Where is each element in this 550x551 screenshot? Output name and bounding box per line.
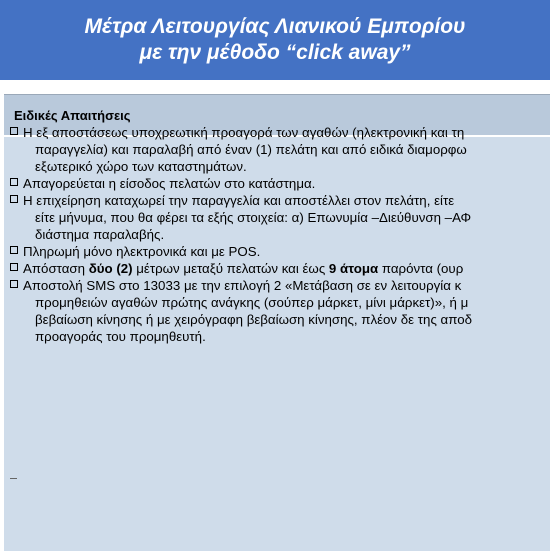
checkbox-bullet-icon (10, 263, 18, 271)
list-item (10, 192, 550, 243)
requirements-list (10, 124, 550, 345)
item-text-line: Πληρωμή μόνο ηλεκτρονικά και με POS. (23, 244, 261, 259)
checkbox-bullet-icon (10, 195, 18, 203)
checkbox-bullet-icon (10, 127, 18, 135)
checkbox-bullet-icon (10, 246, 18, 254)
item-text-line: βεβαίωση κίνησης ή με χειρόγραφη βεβαίωση κίνησης, πλέον δε της αποδ (35, 312, 473, 327)
item-text-line: Αποστολή SMS στο 13033 με την επιλογή 2 «Μετάβαση σε εν λειτουργία κ (23, 278, 462, 293)
slide-title-banner (0, 0, 550, 80)
table-header-label: Ειδικές Απαιτήσεις (14, 108, 131, 123)
item-text-line: προαγοράς του προμηθευτή. (35, 329, 206, 344)
title-separator (0, 80, 550, 94)
text-underline-mark (10, 478, 17, 479)
item-text-line: είτε μήνυμα, που θα φέρει τα εξής στοιχεία: α) Επωνυμία –Διεύθυνση –ΑΦ (35, 210, 472, 225)
slide-title-line-2: με την μέθοδο “click away” (139, 41, 411, 64)
list-item (10, 243, 550, 260)
list-item (10, 260, 550, 277)
item-text-segment: Απόσταση (23, 261, 89, 276)
item-text-segment: μέτρων μεταξύ πελατών και έως (132, 261, 329, 276)
slide-title-line-1: Μέτρα Λειτουργίας Λιανικού Εμπορίου (84, 15, 466, 38)
item-text-line: προμηθειών αγαθών πρώτης ανάγκης (σούπερ μάρκετ, μίνι μάρκετ)», ή μ (35, 295, 469, 310)
list-item (10, 175, 550, 192)
item-text-line: Απαγορεύεται η είσοδος πελατών στο κατάστημα. (23, 176, 316, 191)
checkbox-bullet-icon (10, 178, 18, 186)
item-text-emphasis: δύο (2) (88, 261, 133, 276)
item-text-line: Η επιχείρηση καταχωρεί την παραγγελία και αποστέλλει στον πελάτη, είτε (23, 193, 455, 208)
item-text-line: διάστημα παραλαβής. (35, 227, 165, 242)
item-text-emphasis: 9 άτομα (328, 261, 379, 276)
list-item (10, 277, 550, 345)
item-text-line: εξωτερικό χώρο των καταστημάτων. (35, 159, 247, 174)
item-text-segment: παρόντα (ουρ (378, 261, 464, 276)
item-text-line: Η εξ αποστάσεως υποχρεωτική προαγορά των αγαθών (ηλεκτρονική και τη (23, 125, 465, 140)
item-text-line (23, 260, 550, 277)
checkbox-bullet-icon (10, 280, 18, 288)
list-item (10, 124, 550, 175)
item-text-line: παραγγελία) και παραλαβή από έναν (1) πελάτη και από ειδικά διαμορφω (35, 142, 467, 157)
